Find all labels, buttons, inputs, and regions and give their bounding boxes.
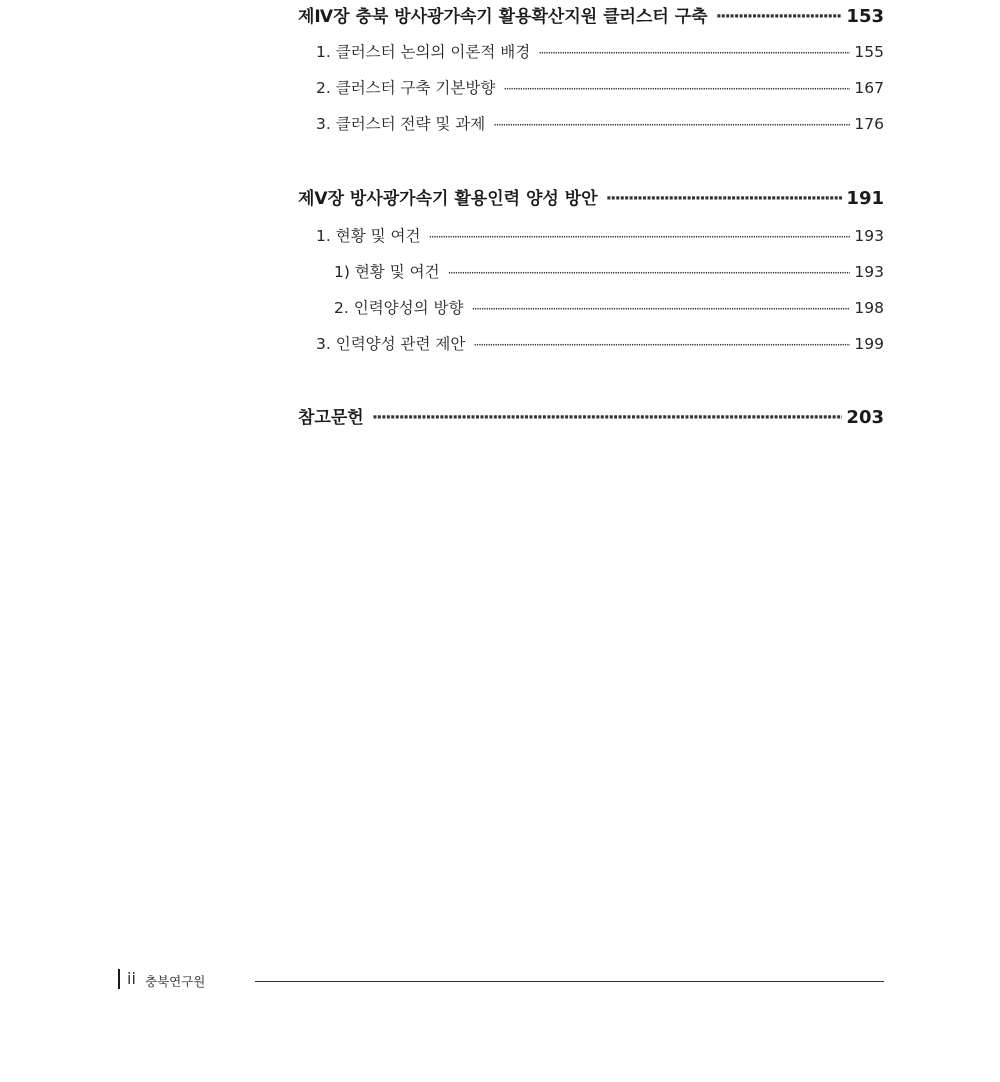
toc-entry[interactable] (298, 224, 884, 246)
toc-references-title: 참고문헌 (298, 408, 364, 428)
page-footer (118, 968, 884, 990)
dot-leader (538, 46, 850, 60)
dot-leader (716, 7, 843, 27)
toc-entry-title: 3. 클러스터 전략 및 과제 (316, 115, 486, 133)
toc-entry-page: 199 (854, 335, 884, 353)
toc-chapter-5-page: 191 (846, 188, 884, 209)
toc-entry[interactable] (298, 112, 884, 134)
toc-entry-page: 176 (854, 115, 884, 133)
dot-leader (503, 82, 850, 96)
toc-entry-title: 1) 현황 및 여건 (334, 263, 440, 281)
toc-entry[interactable] (298, 40, 884, 62)
organization-name: 충북연구원 (145, 974, 206, 989)
footer-divider-bar (118, 969, 120, 989)
toc-references-page: 203 (846, 407, 884, 428)
toc-chapter-4[interactable] (298, 2, 884, 27)
toc-entry-title: 1. 현황 및 여건 (316, 227, 421, 245)
toc-chapter-4-title: 제Ⅳ장 충북 방사광가속기 활용확산지원 클러스터 구축 (298, 7, 708, 27)
toc-subentry[interactable] (298, 260, 884, 282)
dot-leader (448, 266, 851, 280)
toc-chapter-5[interactable] (298, 184, 884, 209)
toc-entry-page: 155 (854, 43, 884, 61)
toc-references[interactable] (298, 403, 884, 428)
toc-entry-title: 1. 클러스터 논의의 이론적 배경 (316, 43, 531, 61)
dot-leader (606, 189, 843, 209)
dot-leader (471, 302, 850, 316)
dot-leader (372, 408, 843, 428)
toc-entry[interactable] (298, 332, 884, 354)
toc-chapter-4-page: 153 (846, 6, 884, 27)
page-number: ii (127, 969, 136, 988)
dot-leader (473, 338, 850, 352)
toc-chapter-5-title: 제Ⅴ장 방사광가속기 활용인력 양성 방안 (298, 189, 598, 209)
toc-subentry[interactable] (298, 296, 884, 318)
dot-leader (428, 230, 850, 244)
toc-entry-page: 193 (854, 227, 884, 245)
footer-rule (255, 981, 884, 982)
toc-entry-title: 2. 클러스터 구축 기본방향 (316, 79, 496, 97)
toc-entry-page: 193 (854, 263, 884, 281)
toc-entry-page: 198 (854, 299, 884, 317)
toc-entry[interactable] (298, 76, 884, 98)
dot-leader (493, 118, 850, 132)
toc-entry-page: 167 (854, 79, 884, 97)
toc-entry-title: 2. 인력양성의 방향 (334, 299, 464, 317)
toc-entry-title: 3. 인력양성 관련 제안 (316, 335, 466, 353)
